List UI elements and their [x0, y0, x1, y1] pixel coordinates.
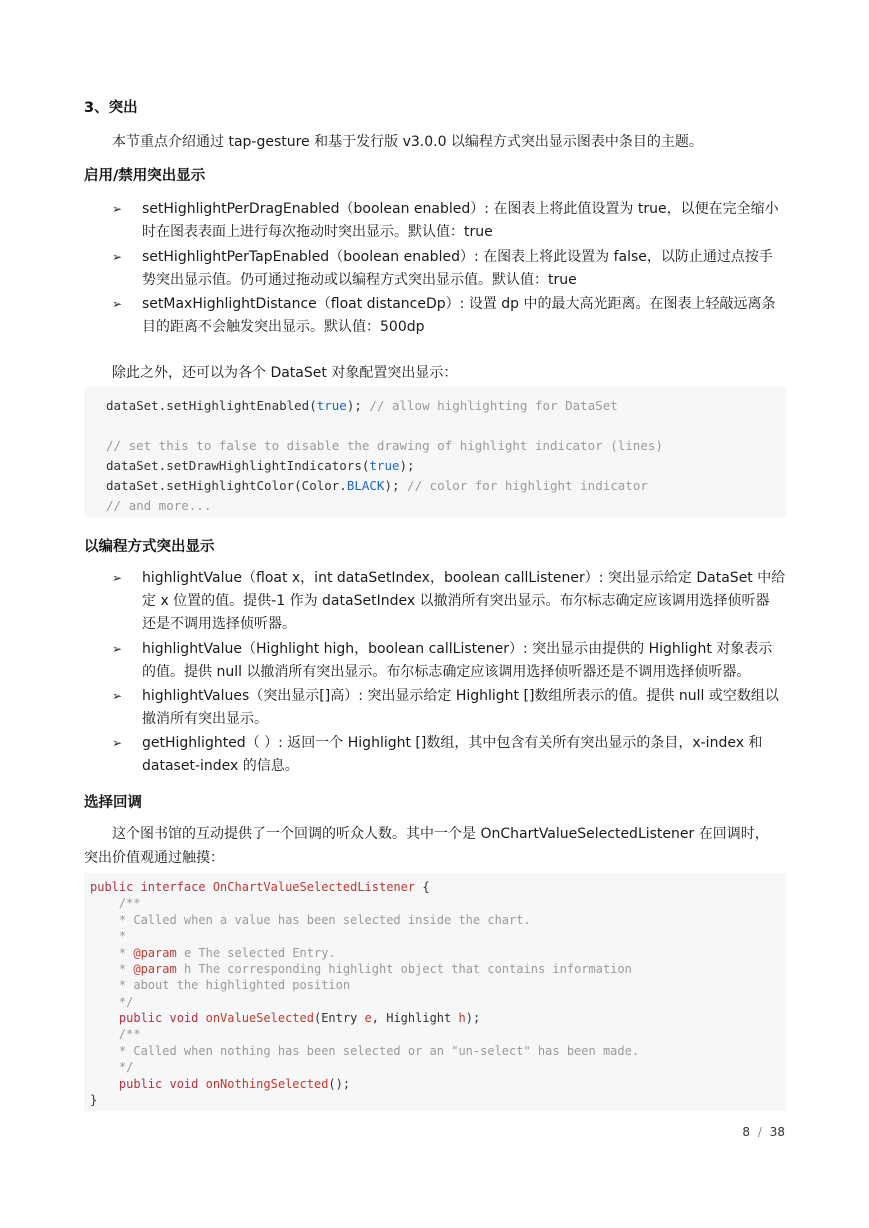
section-title: 3、突出 — [84, 100, 138, 116]
callback-heading: 选择回调 — [84, 795, 142, 811]
list-item — [142, 198, 787, 244]
code-line: * @param e The selected Entry. — [90, 946, 336, 960]
list-item-line: 势突出显示值。仍可通过拖动或以编程方式突出显示值。默认值：true — [142, 272, 577, 288]
code-line: /** — [90, 896, 141, 910]
list-item — [142, 567, 787, 636]
list-item-line: setHighlightPerTapEnabled（boolean enabled）: 在图表上将此设置为 false，以防止通过点按手 — [142, 249, 773, 265]
code-line: // and more... — [106, 498, 212, 513]
arrow-bullet-icon: ➢ — [112, 642, 123, 656]
list-item-line: 撤消所有突出显示。 — [142, 711, 268, 727]
code-line: * Called when a value has been selected inside the chart. — [90, 913, 531, 927]
programmatic-heading: 以编程方式突出显示 — [84, 539, 215, 555]
callback-paragraph-line: 这个图书馆的互动提供了一个回调的听众人数。其中一个是 OnChartValueSelectedListener 在回调时， — [112, 826, 769, 842]
code-line: * about the highlighted position — [90, 978, 351, 992]
code-line: public interface OnChartValueSelectedListener { — [90, 880, 430, 894]
list-item-line: 还是不调用选择侦听器。 — [142, 616, 296, 632]
code-block — [84, 387, 786, 517]
list-item-line: highlightValues（突出显示[]高）: 突出显示给定 Highlight []数组所表示的值。提供 null 或空数组以 — [142, 688, 779, 704]
code-line: * — [90, 929, 127, 943]
code-line: } — [90, 1093, 98, 1107]
intro-paragraph: 本节重点介绍通过 tap-gesture 和基于发行版 v3.0.0 以编程方式突出显示图表中条目的主题。 — [112, 134, 703, 150]
arrow-bullet-icon: ➢ — [112, 571, 123, 585]
code-line: public void onNothingSelected(); — [90, 1077, 351, 1091]
list-item-line: dataset-index 的信息。 — [142, 758, 299, 774]
page-separator: / — [757, 1125, 762, 1139]
enable-heading: 启用/禁用突出显示 — [84, 168, 206, 184]
code-line: */ — [90, 1060, 134, 1074]
list-item — [142, 293, 787, 339]
code-line: * @param h The corresponding highlight object that contains information — [90, 962, 632, 976]
code-line: dataSet.setDrawHighlightIndicators(true); — [106, 458, 415, 473]
page-total: 38 — [769, 1125, 785, 1139]
code-line: */ — [90, 995, 134, 1009]
list-item — [142, 732, 787, 778]
arrow-bullet-icon: ➢ — [112, 202, 123, 216]
list-item-line: highlightValue（Highlight high，boolean callListener）: 突出显示由提供的 Highlight 对象表示 — [142, 641, 773, 657]
list-item-line: highlightValue（float x，int dataSetIndex，boolean callListener）: 突出显示给定 DataSet 中给 — [142, 570, 786, 586]
list-item-line: 时在图表表面上进行每次拖动时突出显示。默认值：true — [142, 224, 493, 240]
code-line: public void onValueSelected(Entry e, Highlight h); — [90, 1011, 481, 1025]
page-current: 8 — [742, 1125, 751, 1139]
list-item-line: 目的距离不会触发突出显示。默认值：500dp — [142, 319, 425, 335]
code-line: dataSet.setHighlightEnabled(true); // allow highlighting for DataSet — [106, 398, 618, 413]
callback-paragraph-line: 突出价值观通过触摸： — [84, 850, 224, 866]
arrow-bullet-icon: ➢ — [112, 689, 123, 703]
code-line: * Called when nothing has been selected or an "un-select" has been made. — [90, 1044, 640, 1058]
arrow-bullet-icon: ➢ — [112, 250, 123, 264]
code-line: // set this to false to disable the drawing of highlight indicator (lines) — [106, 438, 663, 453]
list-item-line: setMaxHighlightDistance（float distanceDp）: 设置 dp 中的最大高光距离。在图表上轻敲远离条 — [142, 296, 776, 312]
page-number — [742, 1125, 785, 1139]
arrow-bullet-icon: ➢ — [112, 297, 123, 311]
list-item — [142, 246, 787, 292]
list-item-line: getHighlighted（ ）: 返回一个 Highlight []数组，其中包含有关所有突出显示的条目，x-index 和 — [142, 735, 763, 751]
code-line: dataSet.setHighlightColor(Color.BLACK); // color for highlight indicator — [106, 478, 648, 493]
code-line: /** — [90, 1027, 141, 1041]
list-item — [142, 685, 787, 731]
list-item-line: setHighlightPerDragEnabled（boolean enabled）: 在图表上将此值设置为 true，以便在完全缩小 — [142, 201, 779, 217]
list-item-line: 定 x 位置的值。提供-1 作为 dataSetIndex 以撤消所有突出显示。布尔标志确定应该调用选择侦听器 — [142, 593, 770, 609]
list-item-line: 的值。提供 null 以撤消所有突出显示。布尔标志确定应该调用选择侦听器还是不调用选择侦听器。 — [142, 664, 751, 680]
list-item — [142, 638, 787, 684]
arrow-bullet-icon: ➢ — [112, 736, 123, 750]
code-block — [84, 873, 786, 1111]
dataset-intro: 除此之外，还可以为各个 DataSet 对象配置突出显示： — [112, 365, 458, 381]
